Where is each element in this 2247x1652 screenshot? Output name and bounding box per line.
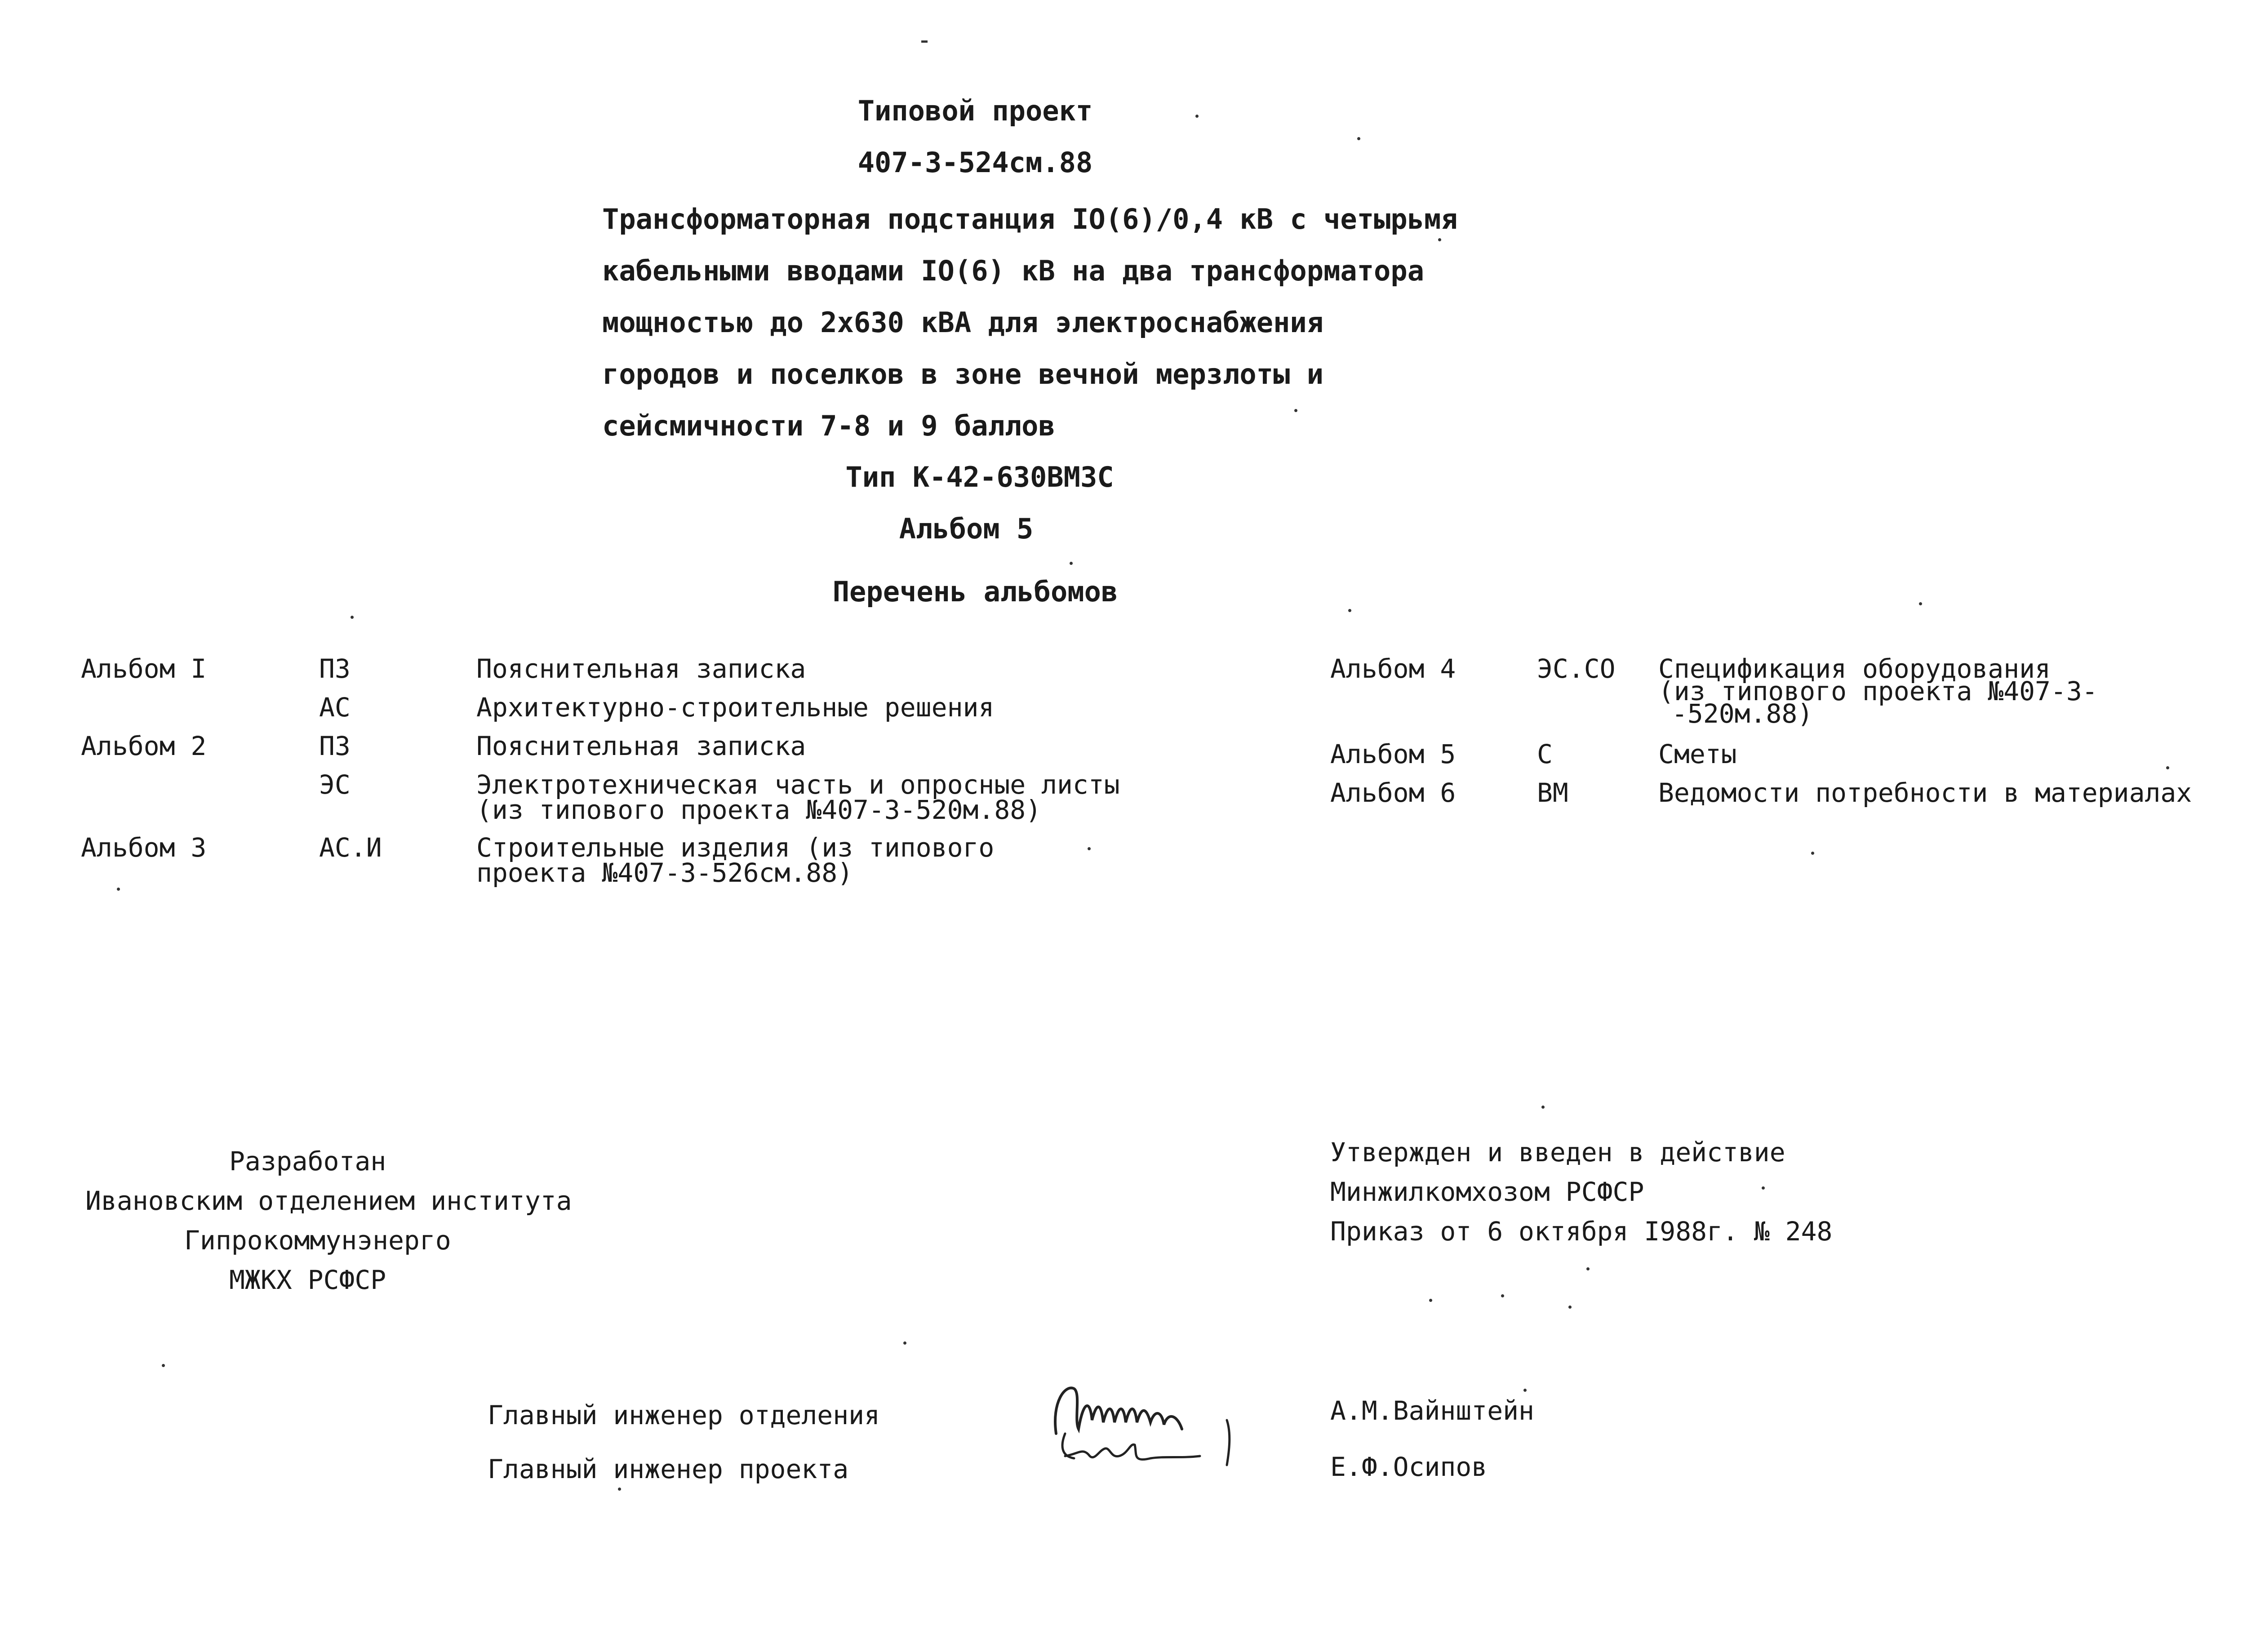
album-title-cont: (из типового проекта №407-3-520м.88) <box>476 795 1042 825</box>
signature-name: А.М.Вайнштейн <box>1330 1395 1534 1426</box>
album-code: АС.И <box>319 832 382 863</box>
album-code: АС <box>319 692 351 723</box>
substation-type: Тип К-42-630ВМЗС <box>845 461 1114 493</box>
album-title: Спецификация оборудования <box>1658 653 2051 684</box>
scan-speck <box>1541 1106 1545 1109</box>
scan-speck <box>1195 115 1199 118</box>
album-label: Альбом 3 <box>81 832 207 863</box>
album-title-cont: -520м.88) <box>1672 698 1813 729</box>
approval-line: Приказ от 6 октября I988г. № 248 <box>1330 1216 1833 1247</box>
album-number: Альбом 5 <box>899 512 1034 545</box>
scan-speck <box>1568 1306 1572 1309</box>
developer-line: Гипрокоммунэнерго <box>184 1225 451 1256</box>
scan-speck <box>618 1488 621 1491</box>
developer-block <box>85 1141 572 1300</box>
approval-block <box>1330 1132 1832 1251</box>
album-code: ПЗ <box>319 731 351 761</box>
scan-speck <box>1357 137 1360 140</box>
scan-speck <box>1070 562 1073 565</box>
scan-speck <box>162 1364 165 1367</box>
scan-speck <box>1438 238 1441 241</box>
album-label: Альбом 2 <box>81 731 207 761</box>
album-label: Альбом I <box>81 653 207 684</box>
scan-speck <box>1811 852 1814 855</box>
scan-speck <box>1429 1299 1432 1302</box>
album-label: Альбом 4 <box>1330 653 1456 684</box>
description-line: мощностью до 2x630 кВА для электроснабжения <box>602 306 1324 339</box>
description-line: городов и поселков в зоне вечной мерзлоты и <box>602 358 1324 391</box>
scan-speck <box>1586 1267 1590 1270</box>
album-title: Ведомости потребности в материалах <box>1658 777 2192 808</box>
scan-speck <box>2166 766 2169 769</box>
album-title: Архитектурно-строительные решения <box>476 692 995 723</box>
scan-speck <box>921 40 928 43</box>
project-number: 407-3-524см.88 <box>857 146 1093 179</box>
album-code: ВМ <box>1537 777 1568 808</box>
developer-line: Разработан <box>229 1146 386 1177</box>
scan-speck <box>1523 1389 1527 1392</box>
description-line: кабельными вводами IO(6) кВ на два трансформатора <box>602 254 1425 287</box>
album-label: Альбом 5 <box>1330 739 1456 769</box>
album-title-cont: (из типового проекта №407-3- <box>1658 676 2098 706</box>
handwritten-signature <box>1047 1366 1249 1483</box>
album-label: Альбом 6 <box>1330 777 1456 808</box>
scan-speck <box>1501 1294 1504 1297</box>
scan-speck <box>117 888 120 891</box>
album-title: Пояснительная записка <box>476 653 806 684</box>
scan-speck <box>1762 1186 1765 1190</box>
signature-name: Е.Ф.Осипов <box>1330 1452 1488 1482</box>
album-code: С <box>1537 739 1553 769</box>
signature-role: Главный инженер отделения <box>488 1400 880 1430</box>
approval-line: Минжилкомхозом РСФСР <box>1330 1177 1644 1207</box>
album-title: Строительные изделия (из типового <box>476 832 995 863</box>
scan-speck <box>1294 409 1297 412</box>
developer-line: Ивановским отделением института <box>85 1186 572 1216</box>
developer-line: МЖКХ РСФСР <box>229 1265 386 1295</box>
scan-speck <box>1088 847 1091 850</box>
description-line: Трансформаторная подстанция IO(6)/0,4 кВ с четырьмя <box>602 203 1458 235</box>
album-list-heading: Перечень альбомов <box>832 575 1118 608</box>
album-title: Электротехническая часть и опросные листы <box>476 769 1120 800</box>
project-description <box>602 193 1458 452</box>
scan-speck <box>1348 609 1351 612</box>
album-code: ЭС <box>319 769 351 800</box>
description-line: сейсмичности 7-8 и 9 баллов <box>602 409 1055 442</box>
album-code: ЭС.СО <box>1537 653 1616 684</box>
album-title: Сметы <box>1658 739 1737 769</box>
doc-type: Типовой проект <box>857 94 1093 127</box>
scan-speck <box>903 1341 906 1345</box>
album-title: Пояснительная записка <box>476 731 806 761</box>
scan-speck <box>1919 602 1922 605</box>
signature-role: Главный инженер проекта <box>488 1454 849 1484</box>
approval-line: Утвержден и введен в действие <box>1330 1137 1785 1168</box>
album-title-cont: проекта №407-3-526см.88) <box>476 857 853 888</box>
scan-speck <box>351 616 354 619</box>
album-code: ПЗ <box>319 653 351 684</box>
